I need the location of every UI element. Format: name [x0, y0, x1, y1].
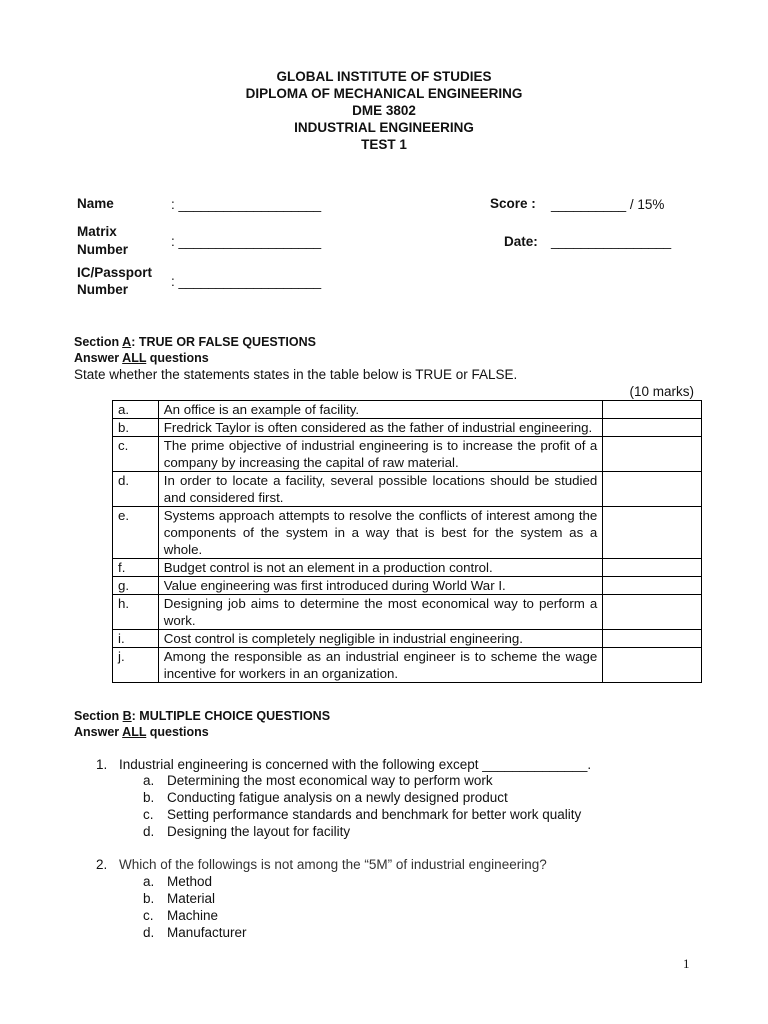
option-letter: b. [143, 790, 155, 805]
answer-suffix: questions [146, 725, 209, 739]
row-letter: c. [113, 437, 159, 472]
option-2c[interactable] [143, 907, 218, 924]
option-letter: a. [143, 773, 155, 788]
question-number: 1. [96, 757, 108, 772]
option-2d[interactable] [143, 924, 247, 941]
matrix-number-field[interactable]: : ___________________ [171, 234, 322, 249]
option-text: Machine [167, 908, 219, 923]
ic-passport-field[interactable]: : ___________________ [171, 274, 322, 289]
question-2 [96, 856, 547, 873]
row-letter: e. [113, 507, 159, 559]
ic-label-line2: Number [77, 282, 129, 297]
answer-cell[interactable] [603, 507, 702, 559]
answer-cell[interactable] [603, 577, 702, 595]
score-label: Score : [490, 196, 536, 211]
option-1d[interactable] [143, 823, 350, 840]
section-b-answer-all [74, 724, 209, 740]
matrix-label-line1: Matrix [77, 224, 117, 239]
row-statement: Cost control is completely negligible in industrial engineering. [158, 630, 603, 648]
answer-cell[interactable] [603, 648, 702, 683]
row-letter: j. [113, 648, 159, 683]
answer-suffix: questions [146, 351, 209, 365]
section-b-letter: B [122, 709, 132, 723]
row-statement: Among the responsible as an industrial engineer is to scheme the wage incentive for workers in an organization. [158, 648, 603, 683]
row-letter: i. [113, 630, 159, 648]
option-text: Determining the most economical way to perform work [167, 773, 493, 788]
table-row [113, 595, 702, 630]
option-letter: c. [143, 908, 154, 923]
option-2b[interactable] [143, 890, 215, 907]
row-statement: The prime objective of industrial engineering is to increase the profit of a company by increasing the capital of raw material. [158, 437, 603, 472]
row-letter: d. [113, 472, 159, 507]
option-1c[interactable] [143, 806, 581, 823]
matrix-label-line2: Number [77, 242, 129, 257]
option-2a[interactable] [143, 873, 212, 890]
section-a-letter: A [122, 335, 132, 349]
option-text: Method [167, 874, 213, 889]
section-b-title: : MULTIPLE CHOICE QUESTIONS [131, 709, 331, 723]
option-text: Designing the layout for facility [167, 824, 351, 839]
option-text: Setting performance standards and benchmark for better work quality [167, 807, 582, 822]
answer-prefix: Answer [74, 725, 123, 739]
section-a-answer-all [74, 350, 209, 366]
answer-all: ALL [122, 725, 147, 739]
table-row [113, 437, 702, 472]
row-statement: Systems approach attempts to resolve the conflicts of interest among the components of the system in a way that is best for the system as a whole. [158, 507, 603, 559]
table-row [113, 648, 702, 683]
diploma-title: DIPLOMA OF MECHANICAL ENGINEERING [245, 86, 523, 101]
row-letter: g. [113, 577, 159, 595]
row-letter: f. [113, 559, 159, 577]
table-row [113, 577, 702, 595]
section-a-marks: (10 marks) [629, 384, 694, 399]
ic-label-line1: IC/Passport [77, 265, 153, 280]
row-statement: An office is an example of facility. [158, 401, 603, 419]
table-row [113, 559, 702, 577]
page-number: 1 [683, 956, 690, 971]
answer-cell[interactable] [603, 437, 702, 472]
row-statement: Fredrick Taylor is often considered as the father of industrial engineering. [158, 419, 603, 437]
option-1a[interactable] [143, 772, 493, 789]
section-b-heading [74, 708, 330, 724]
question-text: Which of the followings is not among the “5M” of industrial engineering? [119, 857, 547, 872]
name-label: Name [77, 196, 114, 211]
row-statement: Value engineering was first introduced during World War I. [158, 577, 603, 595]
answer-cell[interactable] [603, 472, 702, 507]
row-letter: h. [113, 595, 159, 630]
option-1b[interactable] [143, 789, 508, 806]
test-title: TEST 1 [361, 137, 407, 152]
row-statement: Designing job aims to determine the most economical way to perform a work. [158, 595, 603, 630]
name-field[interactable]: : ___________________ [171, 197, 322, 212]
table-row [113, 507, 702, 559]
section-a-instruction: State whether the statements states in the table below is TRUE or FALSE. [74, 367, 518, 382]
option-text: Manufacturer [167, 925, 247, 940]
table-row [113, 419, 702, 437]
option-text: Material [167, 891, 216, 906]
answer-cell[interactable] [603, 419, 702, 437]
course-code: DME 3802 [352, 103, 416, 118]
option-letter: d. [143, 925, 155, 940]
section-a-prefix: Section [74, 335, 123, 349]
date-label: Date: [504, 234, 538, 249]
option-letter: d. [143, 824, 155, 839]
answer-cell[interactable] [603, 559, 702, 577]
answer-prefix: Answer [74, 351, 123, 365]
question-text: Industrial engineering is concerned with the following except ______________. [119, 757, 592, 772]
table-row [113, 630, 702, 648]
question-1 [96, 756, 591, 773]
row-letter: b. [113, 419, 159, 437]
subject-title: INDUSTRIAL ENGINEERING [294, 120, 474, 135]
score-field[interactable]: __________ / 15% [551, 197, 665, 212]
answer-all: ALL [122, 351, 147, 365]
section-a-title: : TRUE OR FALSE QUESTIONS [131, 335, 316, 349]
row-letter: a. [113, 401, 159, 419]
answer-cell[interactable] [603, 630, 702, 648]
section-b-prefix: Section [74, 709, 123, 723]
question-number: 2. [96, 857, 108, 872]
section-a-heading [74, 334, 316, 350]
true-false-table [112, 400, 702, 683]
table-row [113, 401, 702, 419]
table-row [113, 472, 702, 507]
answer-cell[interactable] [603, 595, 702, 630]
institute-title: GLOBAL INSTITUTE OF STUDIES [276, 69, 492, 84]
option-letter: a. [143, 874, 155, 889]
option-letter: b. [143, 891, 155, 906]
row-statement: Budget control is not an element in a production control. [158, 559, 603, 577]
option-letter: c. [143, 807, 154, 822]
row-statement: In order to locate a facility, several possible locations should be studied and considered first. [158, 472, 603, 507]
option-text: Conducting fatigue analysis on a newly designed product [167, 790, 508, 805]
answer-cell[interactable] [603, 401, 702, 419]
date-field[interactable]: ________________ [551, 234, 672, 249]
